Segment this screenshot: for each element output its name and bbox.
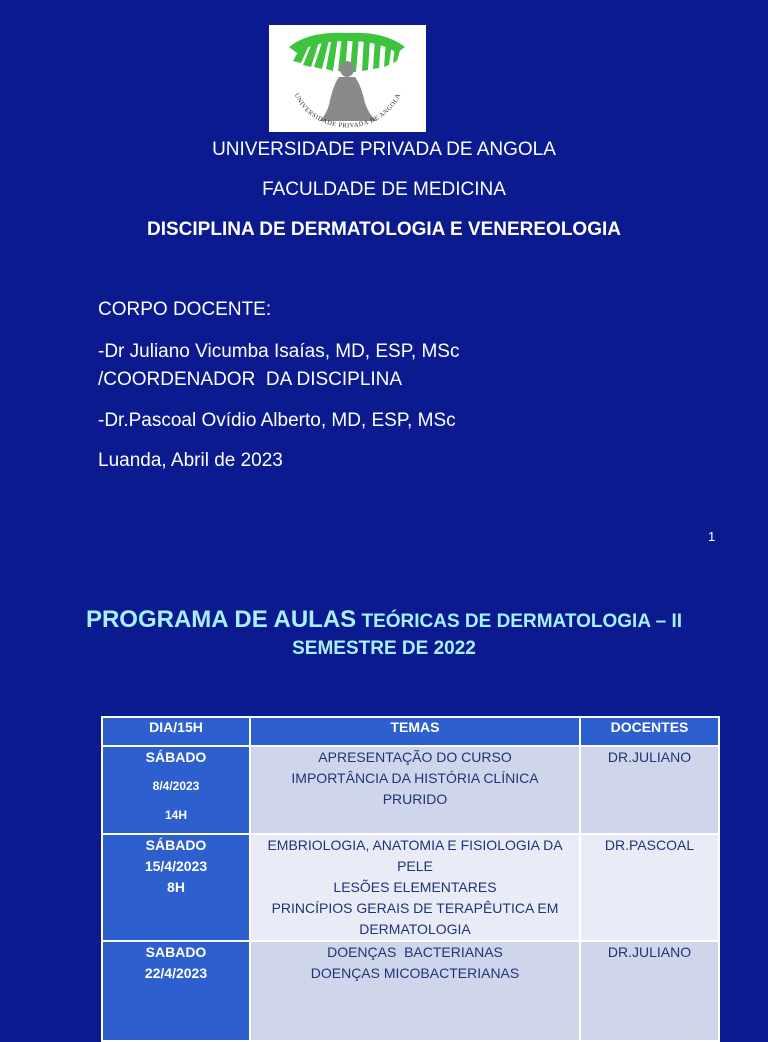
teacher-cell: DR.JULIANO — [580, 746, 719, 834]
program-title-line2: SEMESTRE DE 2022 — [292, 638, 476, 659]
figure-icon — [319, 61, 377, 121]
header-day: DIA/15H — [102, 717, 250, 746]
header-topics: TEMAS — [250, 717, 580, 746]
program-title — [0, 606, 768, 634]
topics-cell — [250, 834, 580, 941]
day-cell — [102, 941, 250, 1041]
day-date: 8/4/2023 — [152, 779, 200, 793]
topic-line: DERMATOLOGIA — [359, 921, 471, 937]
topic-line: DOENÇAS BACTERIANAS — [327, 944, 503, 960]
place-date: Luanda, Abril de 2023 — [98, 450, 283, 471]
faculty-name: FACULDADE DE MEDICINA — [262, 179, 506, 200]
day-time: 8H — [167, 879, 185, 895]
page-number: 1 — [708, 529, 716, 544]
faculty-member-1-role: /COORDENADOR DA DISCIPLINA — [98, 369, 403, 390]
table-row — [102, 941, 719, 1041]
faculty-heading: CORPO DOCENTE: — [98, 299, 272, 320]
teacher-cell: DR.PASCOAL — [580, 834, 719, 941]
discipline-name: DISCIPLINA DE DERMATOLOGIA E VENEREOLOGIA — [147, 219, 621, 240]
day-time: 14H — [164, 808, 187, 822]
teacher-cell: DR.JULIANO — [580, 941, 719, 1041]
topic-line: APRESENTAÇÃO DO CURSO — [318, 749, 512, 765]
program-title-part1: PROGRAMA DE AULAS — [85, 606, 357, 633]
day-weekday: SÁBADO — [145, 749, 207, 765]
day-cell — [102, 746, 250, 834]
schedule-table — [101, 716, 720, 1042]
header-teachers: DOCENTES — [580, 717, 719, 746]
topic-line: DOENÇAS MICOBACTERIANAS — [310, 965, 520, 981]
university-name: UNIVERSIDADE PRIVADA DE ANGOLA — [212, 139, 556, 160]
topic-line: IMPORTÂNCIA DA HISTÓRIA CLÍNICA — [291, 770, 539, 786]
day-date: 15/4/2023 — [144, 858, 208, 874]
topics-cell — [250, 941, 580, 1041]
table-header-row — [102, 717, 719, 746]
seal-arc-text: UNIVERSIDADE PRIVADA DE ANGOLA — [292, 92, 403, 130]
faculty-member-1: -Dr Juliano Vicumba Isaías, MD, ESP, MSc — [98, 341, 460, 362]
topic-line: EMBRIOLOGIA, ANATOMIA E FISIOLOGIA DA — [267, 837, 563, 853]
topic-line: PRINCÍPIOS GERAIS DE TERAPÊUTICA EM — [271, 900, 559, 916]
topic-line: PRURIDO — [382, 791, 448, 807]
faculty-member-2: -Dr.Pascoal Ovídio Alberto, MD, ESP, MSc — [98, 410, 456, 431]
day-weekday: SÁBADO — [145, 837, 207, 853]
day-date: 22/4/2023 — [144, 965, 208, 981]
topics-cell — [250, 746, 580, 834]
day-cell — [102, 834, 250, 941]
university-seal-icon — [269, 25, 426, 132]
table-row — [102, 834, 719, 941]
topic-line: LESÕES ELEMENTARES — [333, 879, 497, 895]
university-logo — [269, 25, 426, 132]
table-row — [102, 746, 719, 834]
day-weekday: SABADO — [145, 944, 207, 960]
program-title-part2: TEÓRICAS DE DERMATOLOGIA – II — [356, 611, 683, 632]
topic-line: PELE — [397, 858, 433, 874]
